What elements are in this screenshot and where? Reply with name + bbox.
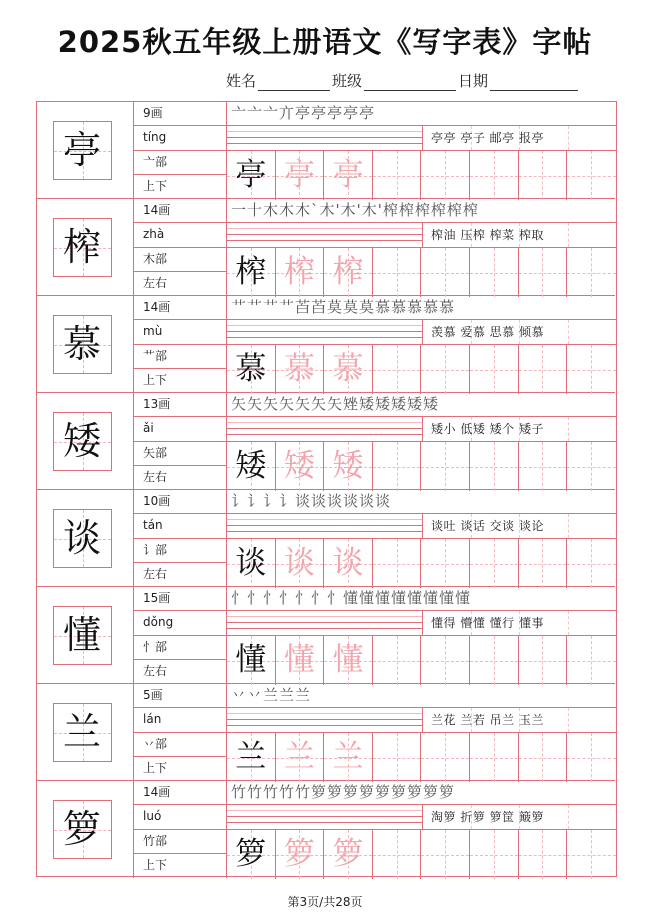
stroke-count: 14画	[134, 781, 226, 805]
structure: 上下	[143, 372, 168, 387]
writing-grid	[227, 829, 616, 878]
big-character: 榨	[62, 225, 101, 269]
writing-cell[interactable]	[324, 636, 373, 685]
writing-cell[interactable]	[519, 539, 568, 588]
date-label: 日期	[458, 72, 489, 90]
writing-cell[interactable]	[276, 733, 325, 782]
structure: 上下	[143, 857, 168, 872]
stroke-order: 讠讠讠讠谈谈谈谈谈谈	[227, 490, 616, 514]
writing-cell[interactable]	[227, 539, 276, 588]
writing-cell[interactable]	[519, 733, 568, 782]
practice-area	[226, 781, 615, 878]
big-character-box	[53, 218, 112, 277]
writing-cell[interactable]	[421, 248, 470, 297]
model-character: 谈	[235, 545, 267, 581]
stroke-count: 9画	[134, 102, 226, 126]
character-info	[133, 490, 226, 587]
trace-character: 亭	[332, 157, 364, 193]
big-character: 箩	[62, 807, 101, 851]
writing-cell[interactable]	[276, 442, 325, 491]
writing-cell[interactable]	[567, 442, 616, 491]
radical: 讠部	[134, 539, 226, 563]
stroke-count: 13画	[134, 393, 226, 417]
writing-cell[interactable]	[519, 636, 568, 685]
practice-area	[226, 490, 615, 587]
character-info	[133, 102, 226, 199]
model-character: 慕	[235, 351, 267, 387]
writing-cell[interactable]	[421, 733, 470, 782]
big-character-box	[53, 412, 112, 471]
structure: 上下	[143, 760, 168, 775]
trace-character: 矮	[283, 448, 315, 484]
writing-cell[interactable]	[276, 830, 325, 879]
writing-cell[interactable]	[373, 442, 422, 491]
writing-cell[interactable]	[567, 151, 616, 200]
stroke-order: 丷丷兰兰兰	[227, 684, 616, 708]
character-entry	[37, 781, 615, 878]
model-character: 箩	[235, 836, 267, 872]
writing-cell[interactable]	[324, 442, 373, 491]
writing-cell[interactable]	[276, 636, 325, 685]
trace-character: 箩	[332, 836, 364, 872]
writing-cell[interactable]	[470, 442, 519, 491]
writing-grid	[227, 732, 616, 781]
stroke-count: 5画	[134, 684, 226, 708]
trace-character: 亭	[283, 157, 315, 193]
writing-cell[interactable]	[567, 539, 616, 588]
stroke-count: 14画	[134, 199, 226, 223]
writing-cell[interactable]	[324, 830, 373, 879]
writing-cell[interactable]	[519, 248, 568, 297]
writing-cell[interactable]	[470, 636, 519, 685]
pinyin: luó	[134, 805, 226, 829]
practice-area	[226, 684, 615, 781]
stroke-order: 艹艹艹艹苩苩莫莫莫慕慕慕慕慕	[227, 296, 616, 320]
structure: 左右	[143, 663, 168, 678]
writing-cell[interactable]	[227, 733, 276, 782]
big-character-box	[53, 315, 112, 374]
writing-cell[interactable]	[373, 539, 422, 588]
class-label: 班级	[332, 72, 363, 90]
writing-cell[interactable]	[324, 539, 373, 588]
big-character: 慕	[62, 322, 101, 366]
structure: 左右	[143, 469, 168, 484]
trace-character: 榨	[332, 254, 364, 290]
writing-cell[interactable]	[373, 151, 422, 200]
stroke-order: 一十木木木`木'木'木'榨榨榨榨榨榨	[227, 199, 616, 223]
pinyin-lines[interactable]	[227, 611, 423, 635]
trace-character: 箩	[283, 836, 315, 872]
radical: 艹部	[134, 345, 226, 369]
writing-cell[interactable]	[470, 733, 519, 782]
radical: 矢部	[134, 442, 226, 466]
pinyin: dǒng	[134, 611, 226, 635]
writing-grid	[227, 150, 616, 199]
character-info	[133, 199, 226, 296]
writing-cell[interactable]	[567, 830, 616, 879]
trace-character: 谈	[332, 545, 364, 581]
radical: 亠部	[134, 151, 226, 175]
pinyin: ǎi	[134, 417, 226, 441]
word-examples: 兰花 兰若 吊兰 玉兰	[431, 713, 544, 727]
student-info	[226, 70, 580, 91]
writing-cell[interactable]	[470, 248, 519, 297]
practice-area	[226, 587, 615, 684]
practice-sheet	[36, 101, 617, 877]
date-blank[interactable]	[490, 75, 578, 91]
trace-character: 矮	[332, 448, 364, 484]
word-examples: 亭亭 亭子 邮亭 报亭	[431, 131, 544, 145]
trace-character: 兰	[283, 739, 315, 775]
class-blank[interactable]	[364, 75, 456, 91]
big-character-box	[53, 509, 112, 568]
writing-cell[interactable]	[421, 345, 470, 394]
stroke-order: 矢矢矢矢矢矢矢矬矮矮矮矮矮	[227, 393, 616, 417]
character-entry	[37, 393, 615, 490]
radical: 忄部	[134, 636, 226, 660]
big-character: 谈	[62, 516, 101, 560]
writing-cell[interactable]	[519, 345, 568, 394]
writing-cell[interactable]	[373, 345, 422, 394]
stroke-count: 15画	[134, 587, 226, 611]
page-title: 2025秋五年级上册语文《写字表》字帖	[57, 25, 593, 59]
pinyin-lines[interactable]	[227, 417, 423, 441]
character-info	[133, 296, 226, 393]
big-character-box	[53, 121, 112, 180]
writing-grid	[227, 441, 616, 490]
character-info	[133, 781, 226, 878]
structure: 左右	[143, 566, 168, 581]
model-character: 懂	[235, 642, 267, 678]
pinyin-lines[interactable]	[227, 805, 423, 829]
writing-cell[interactable]	[227, 442, 276, 491]
writing-grid	[227, 635, 616, 684]
character-info	[133, 393, 226, 490]
pinyin: lán	[134, 708, 226, 732]
name-blank[interactable]	[258, 75, 330, 91]
writing-cell[interactable]	[421, 539, 470, 588]
practice-area	[226, 199, 615, 296]
trace-character: 兰	[332, 739, 364, 775]
writing-cell[interactable]	[470, 830, 519, 879]
writing-cell[interactable]	[227, 248, 276, 297]
writing-cell[interactable]	[227, 151, 276, 200]
character-entry	[37, 684, 615, 781]
pinyin: tán	[134, 514, 226, 538]
writing-cell[interactable]	[324, 248, 373, 297]
character-entry	[37, 296, 615, 393]
character-entry	[37, 199, 615, 296]
word-examples: 谈吐 谈话 交谈 谈论	[431, 519, 544, 533]
radical: 木部	[134, 248, 226, 272]
model-character: 矮	[235, 448, 267, 484]
writing-cell[interactable]	[276, 151, 325, 200]
structure: 左右	[143, 275, 168, 290]
big-character: 亭	[62, 128, 101, 172]
pinyin-lines[interactable]	[227, 320, 423, 344]
writing-cell[interactable]	[324, 733, 373, 782]
pinyin: mù	[134, 320, 226, 344]
word-examples: 淘箩 折箩 箩筐 簸箩	[431, 810, 544, 824]
big-character-box	[53, 703, 112, 762]
radical: 竹部	[134, 830, 226, 854]
trace-character: 懂	[332, 642, 364, 678]
pinyin: zhà	[134, 223, 226, 247]
writing-cell[interactable]	[567, 248, 616, 297]
pinyin-lines[interactable]	[227, 126, 423, 150]
writing-cell[interactable]	[373, 830, 422, 879]
word-examples: 榨油 压榨 榨菜 榨取	[431, 228, 544, 242]
stroke-count: 10画	[134, 490, 226, 514]
character-entry	[37, 102, 615, 199]
writing-cell[interactable]	[470, 539, 519, 588]
stroke-order: 亠亠亠亣亭亭亭亭亭	[227, 102, 616, 126]
writing-cell[interactable]	[519, 830, 568, 879]
writing-cell[interactable]	[324, 151, 373, 200]
character-entry	[37, 490, 615, 587]
page-number: 第3页/共28页	[287, 895, 363, 909]
writing-cell[interactable]	[421, 442, 470, 491]
character-info	[133, 684, 226, 781]
structure: 上下	[143, 178, 168, 193]
writing-cell[interactable]	[373, 733, 422, 782]
model-character: 兰	[235, 739, 267, 775]
practice-area	[226, 296, 615, 393]
writing-cell[interactable]	[324, 345, 373, 394]
big-character: 兰	[62, 710, 101, 754]
trace-character: 慕	[332, 351, 364, 387]
writing-cell[interactable]	[276, 345, 325, 394]
big-character: 懂	[62, 613, 101, 657]
writing-cell[interactable]	[421, 636, 470, 685]
trace-character: 榨	[283, 254, 315, 290]
writing-cell[interactable]	[470, 345, 519, 394]
trace-character: 慕	[283, 351, 315, 387]
pinyin-lines[interactable]	[227, 514, 423, 538]
writing-cell[interactable]	[227, 636, 276, 685]
writing-grid	[227, 538, 616, 587]
writing-grid	[227, 247, 616, 296]
word-examples: 懂得 懵懂 懂行 懂事	[431, 616, 544, 630]
writing-cell[interactable]	[470, 151, 519, 200]
trace-character: 懂	[283, 642, 315, 678]
writing-cell[interactable]	[227, 830, 276, 879]
practice-area	[226, 102, 615, 199]
writing-cell[interactable]	[373, 248, 422, 297]
pinyin-lines[interactable]	[227, 708, 423, 732]
model-character: 亭	[235, 157, 267, 193]
writing-cell[interactable]	[567, 345, 616, 394]
pinyin: tíng	[134, 126, 226, 150]
writing-grid	[227, 344, 616, 393]
model-character: 榨	[235, 254, 267, 290]
character-entry	[37, 587, 615, 684]
name-label: 姓名	[226, 72, 257, 90]
writing-cell[interactable]	[519, 151, 568, 200]
stroke-order: 忄忄忄忄忄忄忄懂懂懂懂懂懂懂懂	[227, 587, 616, 611]
writing-cell[interactable]	[276, 248, 325, 297]
writing-cell[interactable]	[567, 636, 616, 685]
writing-cell[interactable]	[421, 151, 470, 200]
trace-character: 谈	[283, 545, 315, 581]
writing-cell[interactable]	[567, 733, 616, 782]
big-character: 矮	[62, 419, 101, 463]
stroke-order: 竹竹竹竹竹箩箩箩箩箩箩箩箩箩	[227, 781, 616, 805]
writing-cell[interactable]	[373, 636, 422, 685]
character-info	[133, 587, 226, 684]
word-examples: 羡慕 爱慕 思慕 倾慕	[431, 325, 544, 339]
radical: 丷部	[134, 733, 226, 757]
writing-cell[interactable]	[227, 345, 276, 394]
writing-cell[interactable]	[421, 830, 470, 879]
big-character-box	[53, 800, 112, 859]
stroke-count: 14画	[134, 296, 226, 320]
pinyin-lines[interactable]	[227, 223, 423, 247]
big-character-box	[53, 606, 112, 665]
writing-cell[interactable]	[519, 442, 568, 491]
practice-area	[226, 393, 615, 490]
word-examples: 矮小 低矮 矮个 矮子	[431, 422, 544, 436]
writing-cell[interactable]	[276, 539, 325, 588]
